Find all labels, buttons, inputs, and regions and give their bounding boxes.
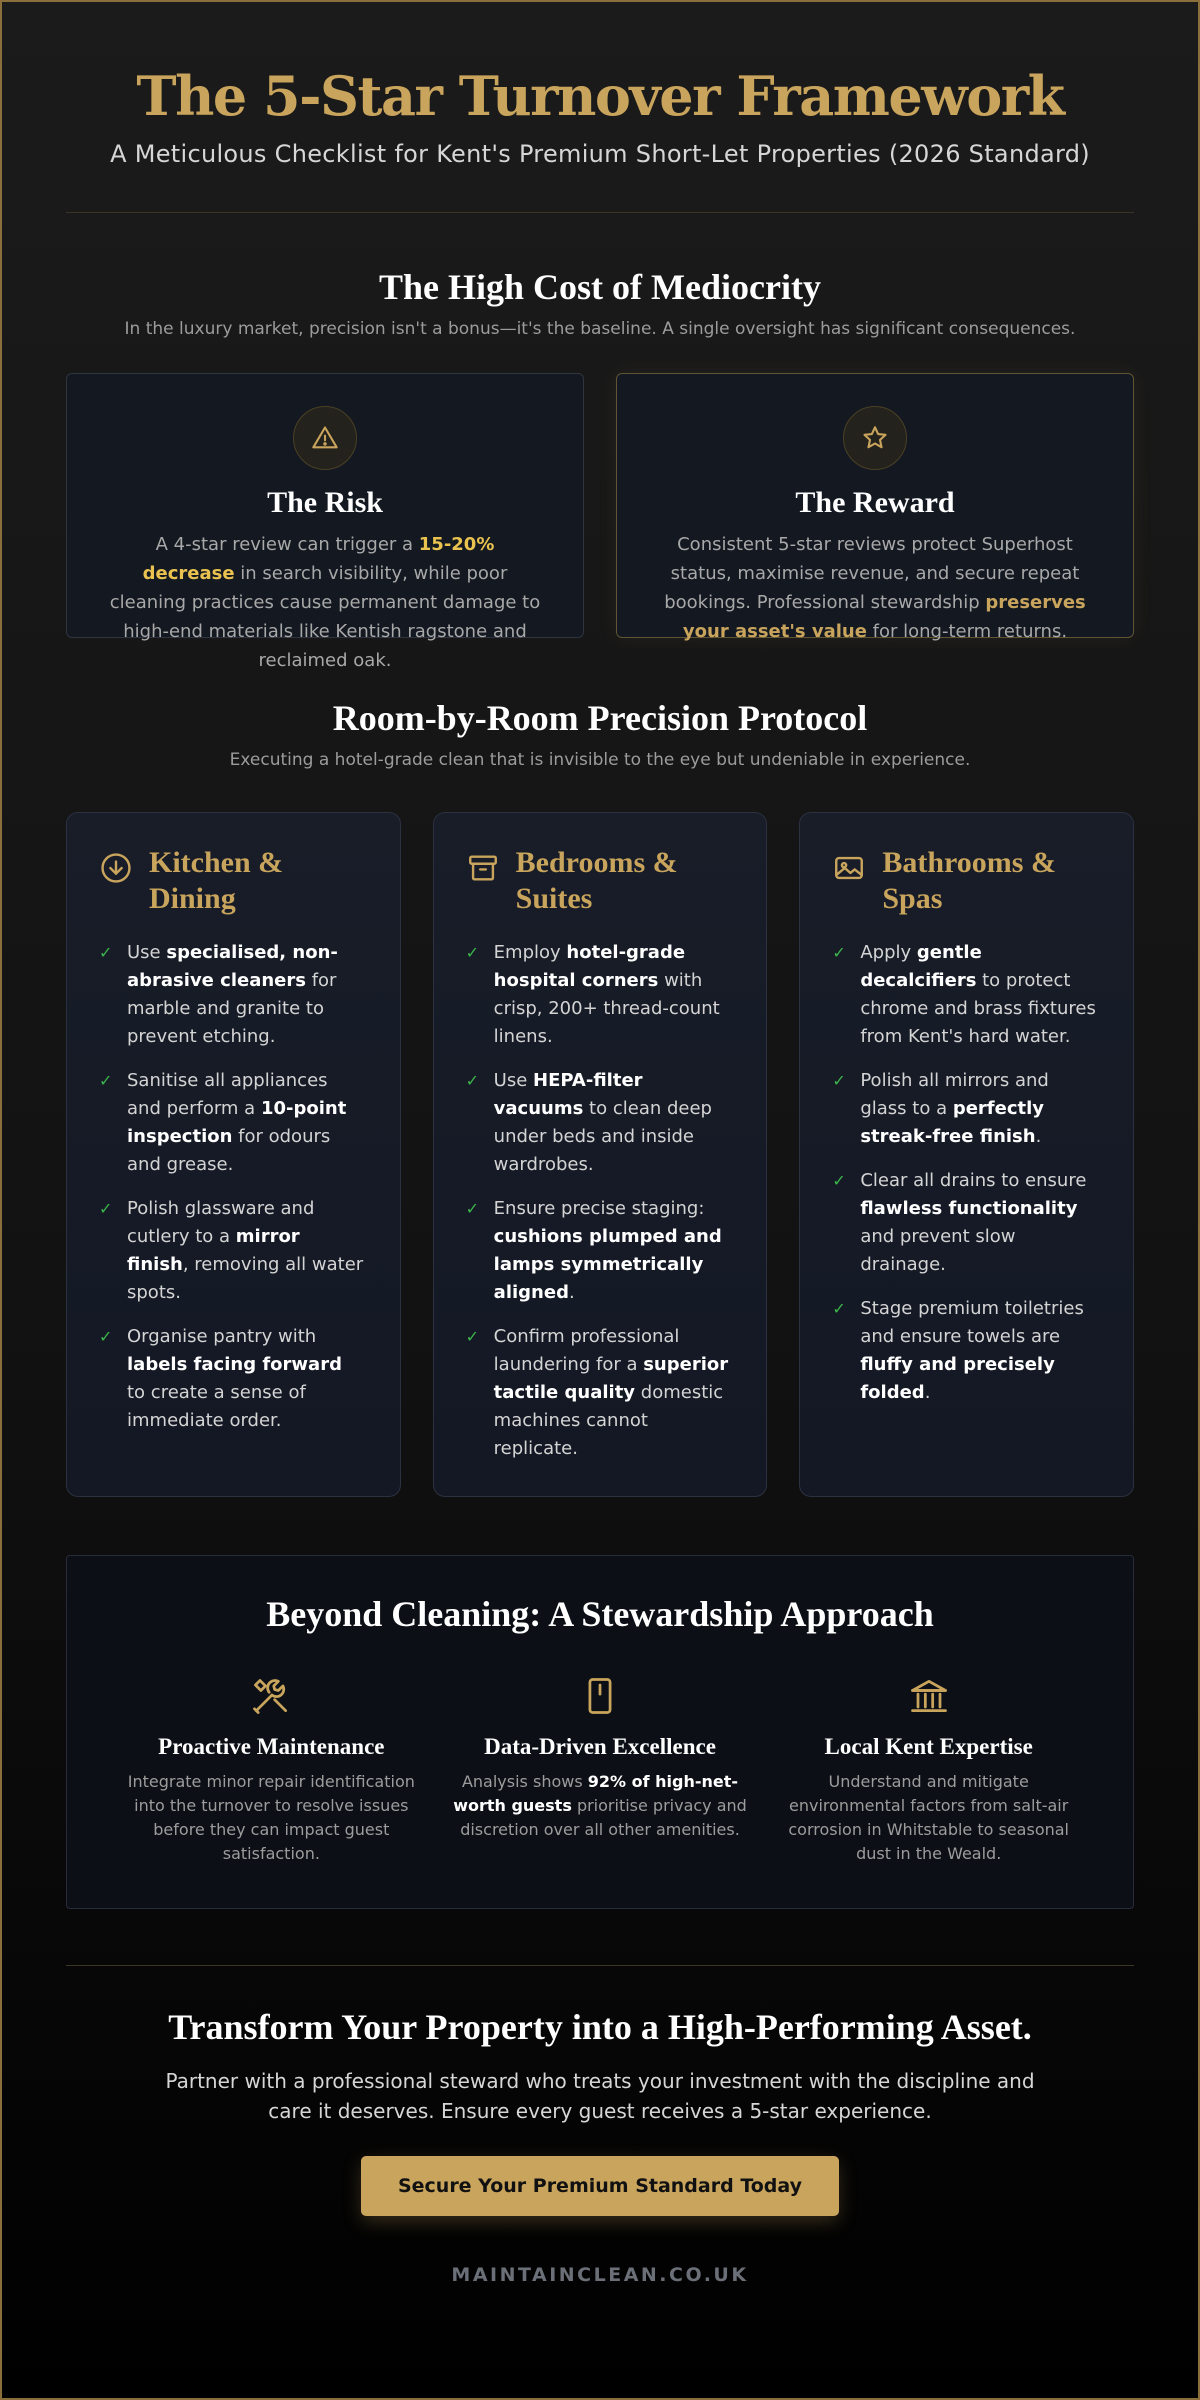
reward-highlight: preserves your asset's value [682, 592, 1086, 642]
stewardship-item-title: Proactive Maintenance [158, 1734, 385, 1759]
check-icon: ✓ [832, 1299, 846, 1318]
check-icon: ✓ [465, 943, 480, 962]
tools-icon [249, 1674, 293, 1718]
stewardship-item [764, 1674, 1093, 1866]
check-icon: ✓ [832, 943, 846, 962]
stewardship-item-title: Data-Driven Excellence [484, 1734, 716, 1759]
check-icon: ✓ [99, 943, 113, 962]
download-circle-icon [99, 851, 133, 885]
checklist-item: ✓ Use HEPA-filter vacuums to clean deep under beds and inside wardrobes. [466, 1067, 733, 1179]
risk-highlight: 15-20% decrease [142, 534, 495, 584]
room-grid [66, 812, 1134, 1497]
room-card-bathrooms [799, 812, 1134, 1497]
stakes-title: The High Cost of Mediocrity [379, 267, 821, 307]
stakes-section [66, 265, 1134, 671]
page-subtitle: A Meticulous Checklist for Kent's Premium Short-Let Properties (2026 Standard) [110, 140, 1090, 168]
check-icon: ✓ [99, 1199, 113, 1218]
archive-box-icon [466, 851, 500, 885]
stewardship-item-text: Integrate minor repair identification into the turnover to resolve issues before they can impact guest satisfaction. [127, 1772, 415, 1863]
checklist-item: ✓ Polish glassware and cutlery to a mirror finish, removing all water spots. [99, 1195, 366, 1307]
reward-text: Consistent 5-star reviews protect Superhost status, maximise revenue, and secure repeat bookings. Professional stewardship preserves your asset's value for long-term returns. [664, 534, 1086, 642]
divider [66, 212, 1134, 213]
check-icon: ✓ [465, 1327, 480, 1346]
room-card-kitchen [66, 812, 401, 1497]
stewardship-title: Beyond Cleaning: A Stewardship Approach [266, 1594, 934, 1634]
stewardship-item-title: Local Kent Expertise [824, 1734, 1033, 1759]
page-title: The 5-Star Turnover Framework [136, 64, 1064, 128]
risk-reward-grid [66, 373, 1134, 671]
risk-text: A 4-star review can trigger a 15-20% decrease in search visibility, while poor cleaning practices cause permanent damage to high-end materials like Kentish ragstone and reclaimed oak. [109, 534, 541, 671]
checklist-item: ✓ Sanitise all appliances and perform a 10-point inspection for odours and grease. [99, 1067, 366, 1179]
warning-triangle-icon [293, 406, 357, 470]
stewardship-item-text: Analysis shows 92% of high-net-worth guests prioritise privacy and discretion over all other amenities. [453, 1772, 747, 1839]
room-title: Kitchen & Dining [149, 846, 284, 915]
landmark-icon [907, 1674, 951, 1718]
page-content [66, 0, 1134, 2286]
checklist-item: ✓ Confirm professional laundering for a superior tactile quality domestic machines cannot replicate. [466, 1323, 733, 1463]
stakes-subtitle: In the luxury market, precision isn't a bonus—it's the baseline. A single oversight has significant consequences. [124, 319, 1076, 339]
stewardship-section [66, 1555, 1134, 1909]
check-icon: ✓ [832, 1071, 846, 1090]
stewardship-item [436, 1674, 765, 1866]
protocol-section [66, 696, 1134, 1497]
protocol-title: Room-by-Room Precision Protocol [332, 698, 868, 738]
cta-text: Partner with a professional steward who treats your investment with the discipline and care it deserves. Ensure every guest receives a 5-star experience. [165, 2069, 1035, 2123]
room-card-bedrooms [433, 812, 768, 1497]
checklist [466, 939, 733, 1463]
checklist-item: ✓ Polish all mirrors and glass to a perfectly streak-free finish. [832, 1067, 1099, 1151]
checklist [99, 939, 366, 1435]
room-title: Bathrooms & Spas [882, 846, 1056, 915]
room-title: Bedrooms & Suites [515, 846, 678, 915]
tablet-icon [578, 1674, 622, 1718]
risk-title: The Risk [267, 486, 383, 519]
checklist-item: ✓ Apply gentle decalcifiers to protect chrome and brass fixtures from Kent's hard water. [832, 939, 1099, 1051]
image-icon [832, 851, 866, 885]
checklist-item: ✓ Clear all drains to ensure flawless functionality and prevent slow drainage. [832, 1167, 1099, 1279]
risk-card [66, 373, 584, 671]
check-icon: ✓ [832, 1171, 846, 1190]
cta-title: Transform Your Property into a High-Performing Asset. [168, 2007, 1032, 2047]
check-icon: ✓ [465, 1199, 480, 1218]
reward-card [616, 373, 1134, 642]
checklist-item: ✓ Use specialised, non-abrasive cleaners for marble and granite to prevent etching. [99, 939, 366, 1051]
checklist-item: ✓ Ensure precise staging: cushions plumped and lamps symmetrically aligned. [466, 1195, 733, 1307]
website-link[interactable]: MAINTAINCLEAN.CO.UK [451, 2264, 749, 2286]
checklist [832, 939, 1099, 1407]
stewardship-item-text: Understand and mitigate environmental factors from salt-air corrosion in Whitstable to seasonal dust in the Weald. [788, 1772, 1069, 1863]
checklist-item: ✓ Employ hotel-grade hospital corners with crisp, 200+ thread-count linens. [466, 939, 733, 1051]
check-icon: ✓ [99, 1327, 113, 1346]
checklist-item: ✓ Organise pantry with labels facing forward to create a sense of immediate order. [99, 1323, 366, 1435]
cta-button[interactable]: Secure Your Premium Standard Today [361, 2156, 839, 2216]
star-icon [843, 406, 907, 470]
check-icon: ✓ [465, 1071, 480, 1090]
stewardship-item [107, 1674, 436, 1866]
checklist-item: ✓ Stage premium toiletries and ensure towels are fluffy and precisely folded. [832, 1295, 1099, 1407]
reward-title: The Reward [795, 486, 955, 519]
hero-section [66, 0, 1134, 213]
check-icon: ✓ [99, 1071, 113, 1090]
stewardship-grid [67, 1674, 1133, 1866]
protocol-subtitle: Executing a hotel-grade clean that is invisible to the eye but undeniable in experience. [229, 750, 971, 770]
cta-section [66, 1966, 1134, 2286]
